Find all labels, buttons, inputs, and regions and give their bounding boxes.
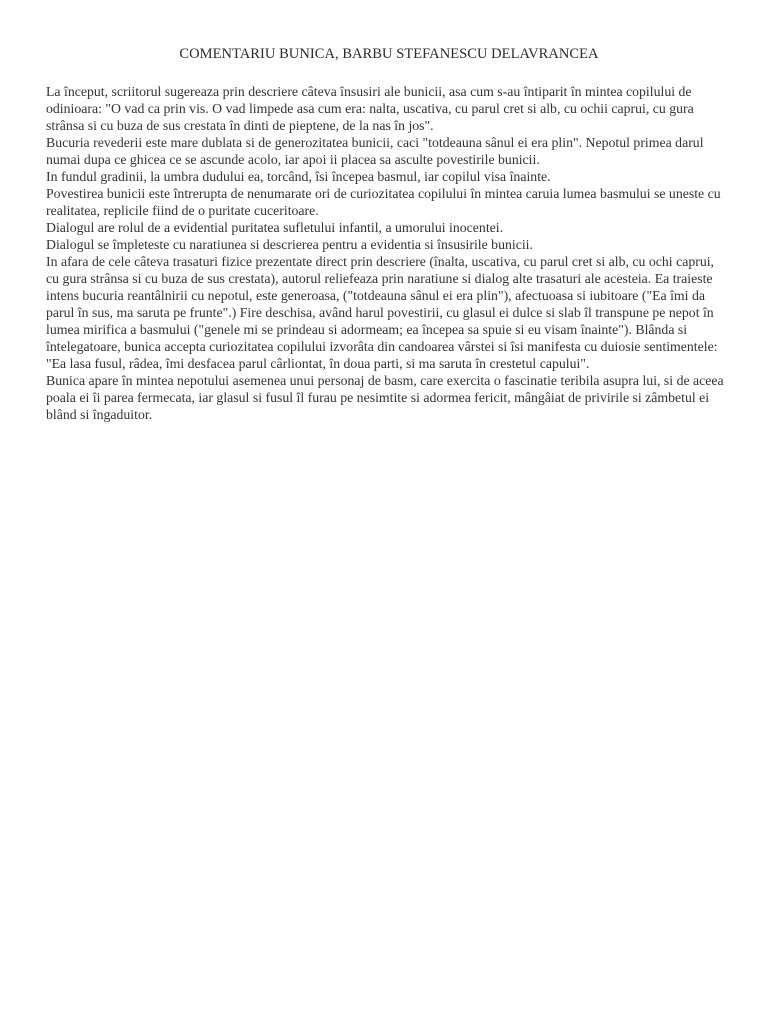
document-body — [46, 83, 728, 423]
paragraph-dialogue-narration: Dialogul se împleteste cu naratiunea si descrierea pentru a evidentia si însusirile bunicii. — [46, 237, 533, 252]
paragraph-reunion: Bucuria revederii este mare dublata si de generozitatea bunicii, caci "totdeauna sânul ei era plin". Nepotul primea darul numai dupa ce ghicea ce se ascunde acolo, iar apoi ii placea sa asculte povestirile bunicii. — [46, 135, 704, 167]
paragraph-interruptions: Povestirea bunicii este întrerupta de nenumarate ori de curiozitatea copilului în mintea caruia lumea basmului se uneste cu realitatea, replicile fiind de o puritate cuceritoare. — [46, 186, 721, 218]
paragraph-traits: In afara de cele câteva trasaturi fizice prezentate direct prin descriere (înalta, uscativa, cu parul cret si alb, cu ochi caprui, cu gura strânsa si cu buza de sus crestata), autorul reliefeaza prin naratiune si dialog alte trasaturi ale acesteia. Ea traieste intens bucuria reantâlnirii cu nepotul, este generoasa, ("totdeauna sânul ei era plin"), afectuoasa si iubitoare ("Ea îmi da parul în sus, ma saruta pe frunte".) Fire deschisa, având harul povestirii, cu glasul ei dulce si slab îl transpune pe nepot în lumea mirifica a basmului ("genele mi se prindeau si adormeam; ea începea sa spuie si eu visam înainte"). Blânda si întelegatoare, bunica accepta curiozitatea copilului izvorâta din candoarea vârstei si îsi manifesta cu duiosie sentimentele: "Ea lasa fusul, râdea, îmi desfacea parul cârliontat, în doua parti, si ma saruta în crestetul capului". — [46, 254, 718, 371]
paragraph-dialogue-role: Dialogul are rolul de a evidential puritatea sufletului infantil, a umorului inocentei. — [46, 220, 504, 235]
document-title: COMENTARIU BUNICA, BARBU STEFANESCU DELAVRANCEA — [179, 46, 599, 62]
paragraph-conclusion: Bunica apare în mintea nepotului asemenea unui personaj de basm, care exercita o fascinatie teribila asupra lui, si de aceea poala ei îi parea fermecata, iar glasul si fusul îl furau pe nesimtite si adormea fericit, mângâiat de privirile si zâmbetul ei blând si îngaduitor. — [46, 373, 724, 422]
paragraph-intro: La început, scriitorul sugereaza prin descriere câteva însusiri ale bunicii, asa cum s-au întiparit în mintea copilului de odinioara: "O vad ca prin vis. O vad limpede asa cum era: nalta, uscativa, cu parul cret si alb, cu ochii caprui, cu gura strânsa si cu buza de sus crestata în dinti de pieptene, de la nas în jos". — [46, 84, 694, 133]
document-page — [46, 46, 728, 423]
paragraph-garden: In fundul gradinii, la umbra dudului ea, torcând, îsi începea basmul, iar copilul visa înainte. — [46, 169, 551, 184]
